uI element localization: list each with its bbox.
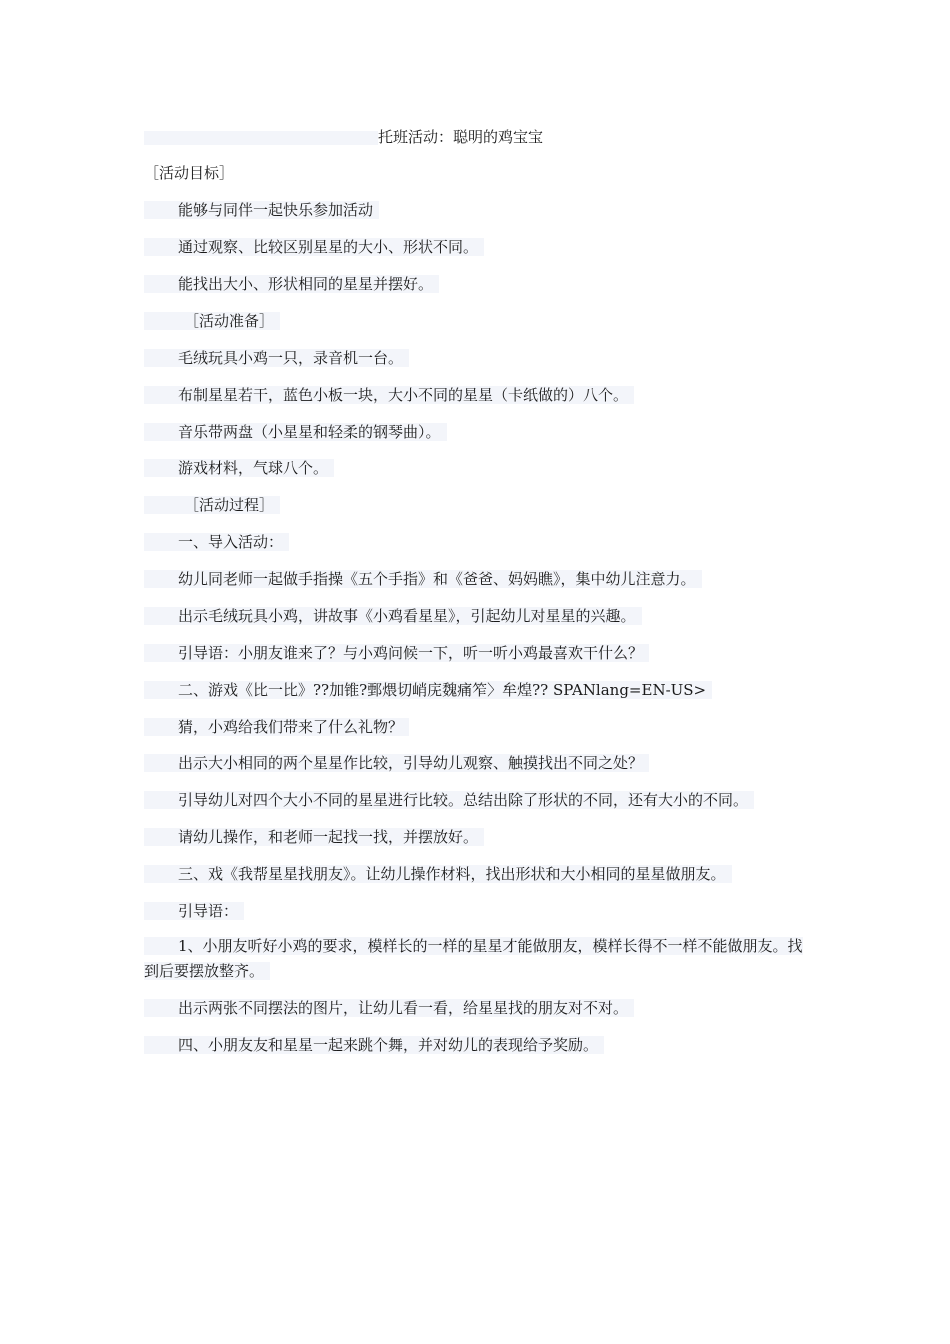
paragraph: 能找出大小、形状相同的星星并摆好。 bbox=[144, 273, 439, 295]
paragraph: 四、小朋友友和星星一起来跳个舞，并对幼儿的表现给予奖励。 bbox=[144, 1034, 604, 1056]
paragraph: 游戏材料，气球八个。 bbox=[144, 457, 334, 479]
paragraph: 能够与同伴一起快乐参加活动 bbox=[144, 199, 379, 221]
paragraph: 布制星星若干，蓝色小板一块，大小不同的星星（卡纸做的）八个。 bbox=[144, 384, 634, 406]
paragraph-wrapped: 1、小朋友听好小鸡的要求，模样长的一样的星星才能做朋友，模样长得不一样不能做朋友。找到后要摆放整齐。 bbox=[144, 937, 803, 980]
section-heading-preparation: ［活动准备］ bbox=[144, 310, 280, 332]
paragraph: 引导语： bbox=[144, 900, 244, 922]
paragraph: 出示两张不同摆法的图片，让幼儿看一看，给星星找的朋友对不对。 bbox=[144, 997, 634, 1019]
paragraph: 出示毛绒玩具小鸡，讲故事《小鸡看星星》，引起幼儿对星星的兴趣。 bbox=[144, 605, 642, 627]
paragraph: 猜，小鸡给我们带来了什么礼物？ bbox=[144, 716, 409, 738]
paragraph: 二、游戏《比一比》??加锥?鄄煨切峭庑魏痛笮〉牟煌?? SPANlang=EN-US> bbox=[144, 679, 712, 701]
paragraph: 引导语：小朋友谁来了？与小鸡问候一下，听一听小鸡最喜欢干什么？ bbox=[144, 642, 649, 664]
paragraph: 出示大小相同的两个星星作比较，引导幼儿观察、触摸找出不同之处？ bbox=[144, 752, 649, 774]
paragraph: 三、戏《我帮星星找朋友》。让幼儿操作材料，找出形状和大小相同的星星做朋友。 bbox=[144, 863, 732, 885]
paragraph: 毛绒玩具小鸡一只，录音机一台。 bbox=[144, 347, 409, 369]
paragraph: 幼儿同老师一起做手指操《五个手指》和《爸爸、妈妈瞧》，集中幼儿注意力。 bbox=[144, 568, 702, 590]
title-shading bbox=[144, 131, 378, 145]
document-title: 托班活动：聪明的鸡宝宝 bbox=[378, 128, 544, 146]
paragraph: 音乐带两盘（小星星和轻柔的钢琴曲）。 bbox=[144, 421, 447, 443]
paragraph: 请幼儿操作，和老师一起找一找，并摆放好。 bbox=[144, 826, 484, 848]
paragraph: 通过观察、比较区别星星的大小、形状不同。 bbox=[144, 236, 484, 258]
paragraph: 一、导入活动： bbox=[144, 531, 289, 553]
paragraph: 引导幼儿对四个大小不同的星星进行比较。总结出除了形状的不同，还有大小的不同。 bbox=[144, 789, 754, 811]
section-heading-process: ［活动过程］ bbox=[144, 494, 280, 516]
document-title-row bbox=[144, 126, 543, 148]
section-heading-goals: ［活动目标］ bbox=[144, 164, 235, 182]
